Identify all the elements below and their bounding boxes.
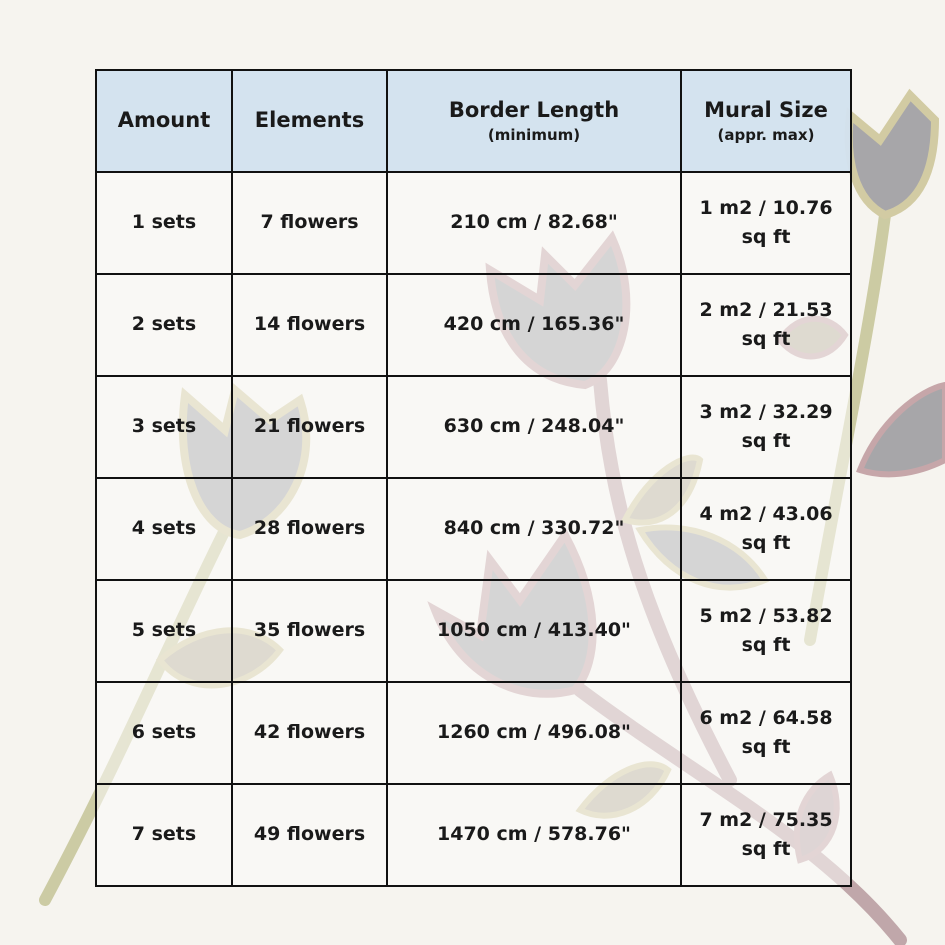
size-table — [95, 69, 852, 887]
table-row — [96, 580, 851, 682]
elements-cell: 49 flowers — [232, 784, 387, 886]
mural-size-cell — [681, 274, 851, 376]
border-length-cell: 630 cm / 248.04" — [387, 376, 681, 478]
mural-size-cell — [681, 784, 851, 886]
table-row — [96, 682, 851, 784]
amount-cell: 4 sets — [96, 478, 232, 580]
mural-size-value: 5 m2 / 53.82 — [699, 604, 833, 627]
header-mural-size-subtitle: (appr. max) — [717, 126, 815, 145]
mural-size-cell — [681, 376, 851, 478]
border-length-cell: 1470 cm / 578.76" — [387, 784, 681, 886]
amount-cell: 6 sets — [96, 682, 232, 784]
border-length-cell: 210 cm / 82.68" — [387, 172, 681, 274]
amount-cell: 5 sets — [96, 580, 232, 682]
table-row — [96, 274, 851, 376]
mural-size-cell — [681, 580, 851, 682]
mural-size-value: 3 m2 / 32.29 — [699, 400, 833, 423]
header-border-length-subtitle: (minimum) — [487, 126, 581, 145]
amount-cell: 2 sets — [96, 274, 232, 376]
mural-size-value: 7 m2 / 75.35 — [699, 808, 833, 831]
mural-size-unit: sq ft — [741, 532, 791, 554]
header-amount: Amount — [96, 70, 232, 172]
border-length-cell: 840 cm / 330.72" — [387, 478, 681, 580]
header-border-length-title: Border Length — [448, 97, 620, 122]
mural-size-unit: sq ft — [741, 226, 791, 248]
amount-cell: 3 sets — [96, 376, 232, 478]
border-length-cell: 420 cm / 165.36" — [387, 274, 681, 376]
elements-cell: 42 flowers — [232, 682, 387, 784]
mural-size-value: 6 m2 / 64.58 — [699, 706, 833, 729]
mural-size-value: 1 m2 / 10.76 — [699, 196, 833, 219]
mural-size-value: 4 m2 / 43.06 — [699, 502, 833, 525]
table-row — [96, 376, 851, 478]
mural-size-unit: sq ft — [741, 430, 791, 452]
mural-size-cell — [681, 682, 851, 784]
header-mural-size-title: Mural Size — [704, 97, 828, 122]
table-row — [96, 172, 851, 274]
header-elements: Elements — [232, 70, 387, 172]
mural-size-unit: sq ft — [741, 838, 791, 860]
mural-size-unit: sq ft — [741, 736, 791, 758]
elements-cell: 28 flowers — [232, 478, 387, 580]
table-row — [96, 784, 851, 886]
header-mural-size — [681, 70, 851, 172]
border-length-cell: 1050 cm / 413.40" — [387, 580, 681, 682]
table-row — [96, 478, 851, 580]
amount-cell: 7 sets — [96, 784, 232, 886]
mural-size-cell — [681, 172, 851, 274]
leaf — [860, 385, 945, 474]
header-border-length — [387, 70, 681, 172]
elements-cell: 21 flowers — [232, 376, 387, 478]
mural-size-value: 2 m2 / 21.53 — [699, 298, 833, 321]
elements-cell: 14 flowers — [232, 274, 387, 376]
mural-size-unit: sq ft — [741, 634, 791, 656]
mural-size-cell — [681, 478, 851, 580]
elements-cell: 35 flowers — [232, 580, 387, 682]
elements-cell: 7 flowers — [232, 172, 387, 274]
border-length-cell: 1260 cm / 496.08" — [387, 682, 681, 784]
header-row — [96, 70, 851, 172]
amount-cell: 1 sets — [96, 172, 232, 274]
tulip-head — [849, 95, 935, 215]
mural-size-unit: sq ft — [741, 328, 791, 350]
